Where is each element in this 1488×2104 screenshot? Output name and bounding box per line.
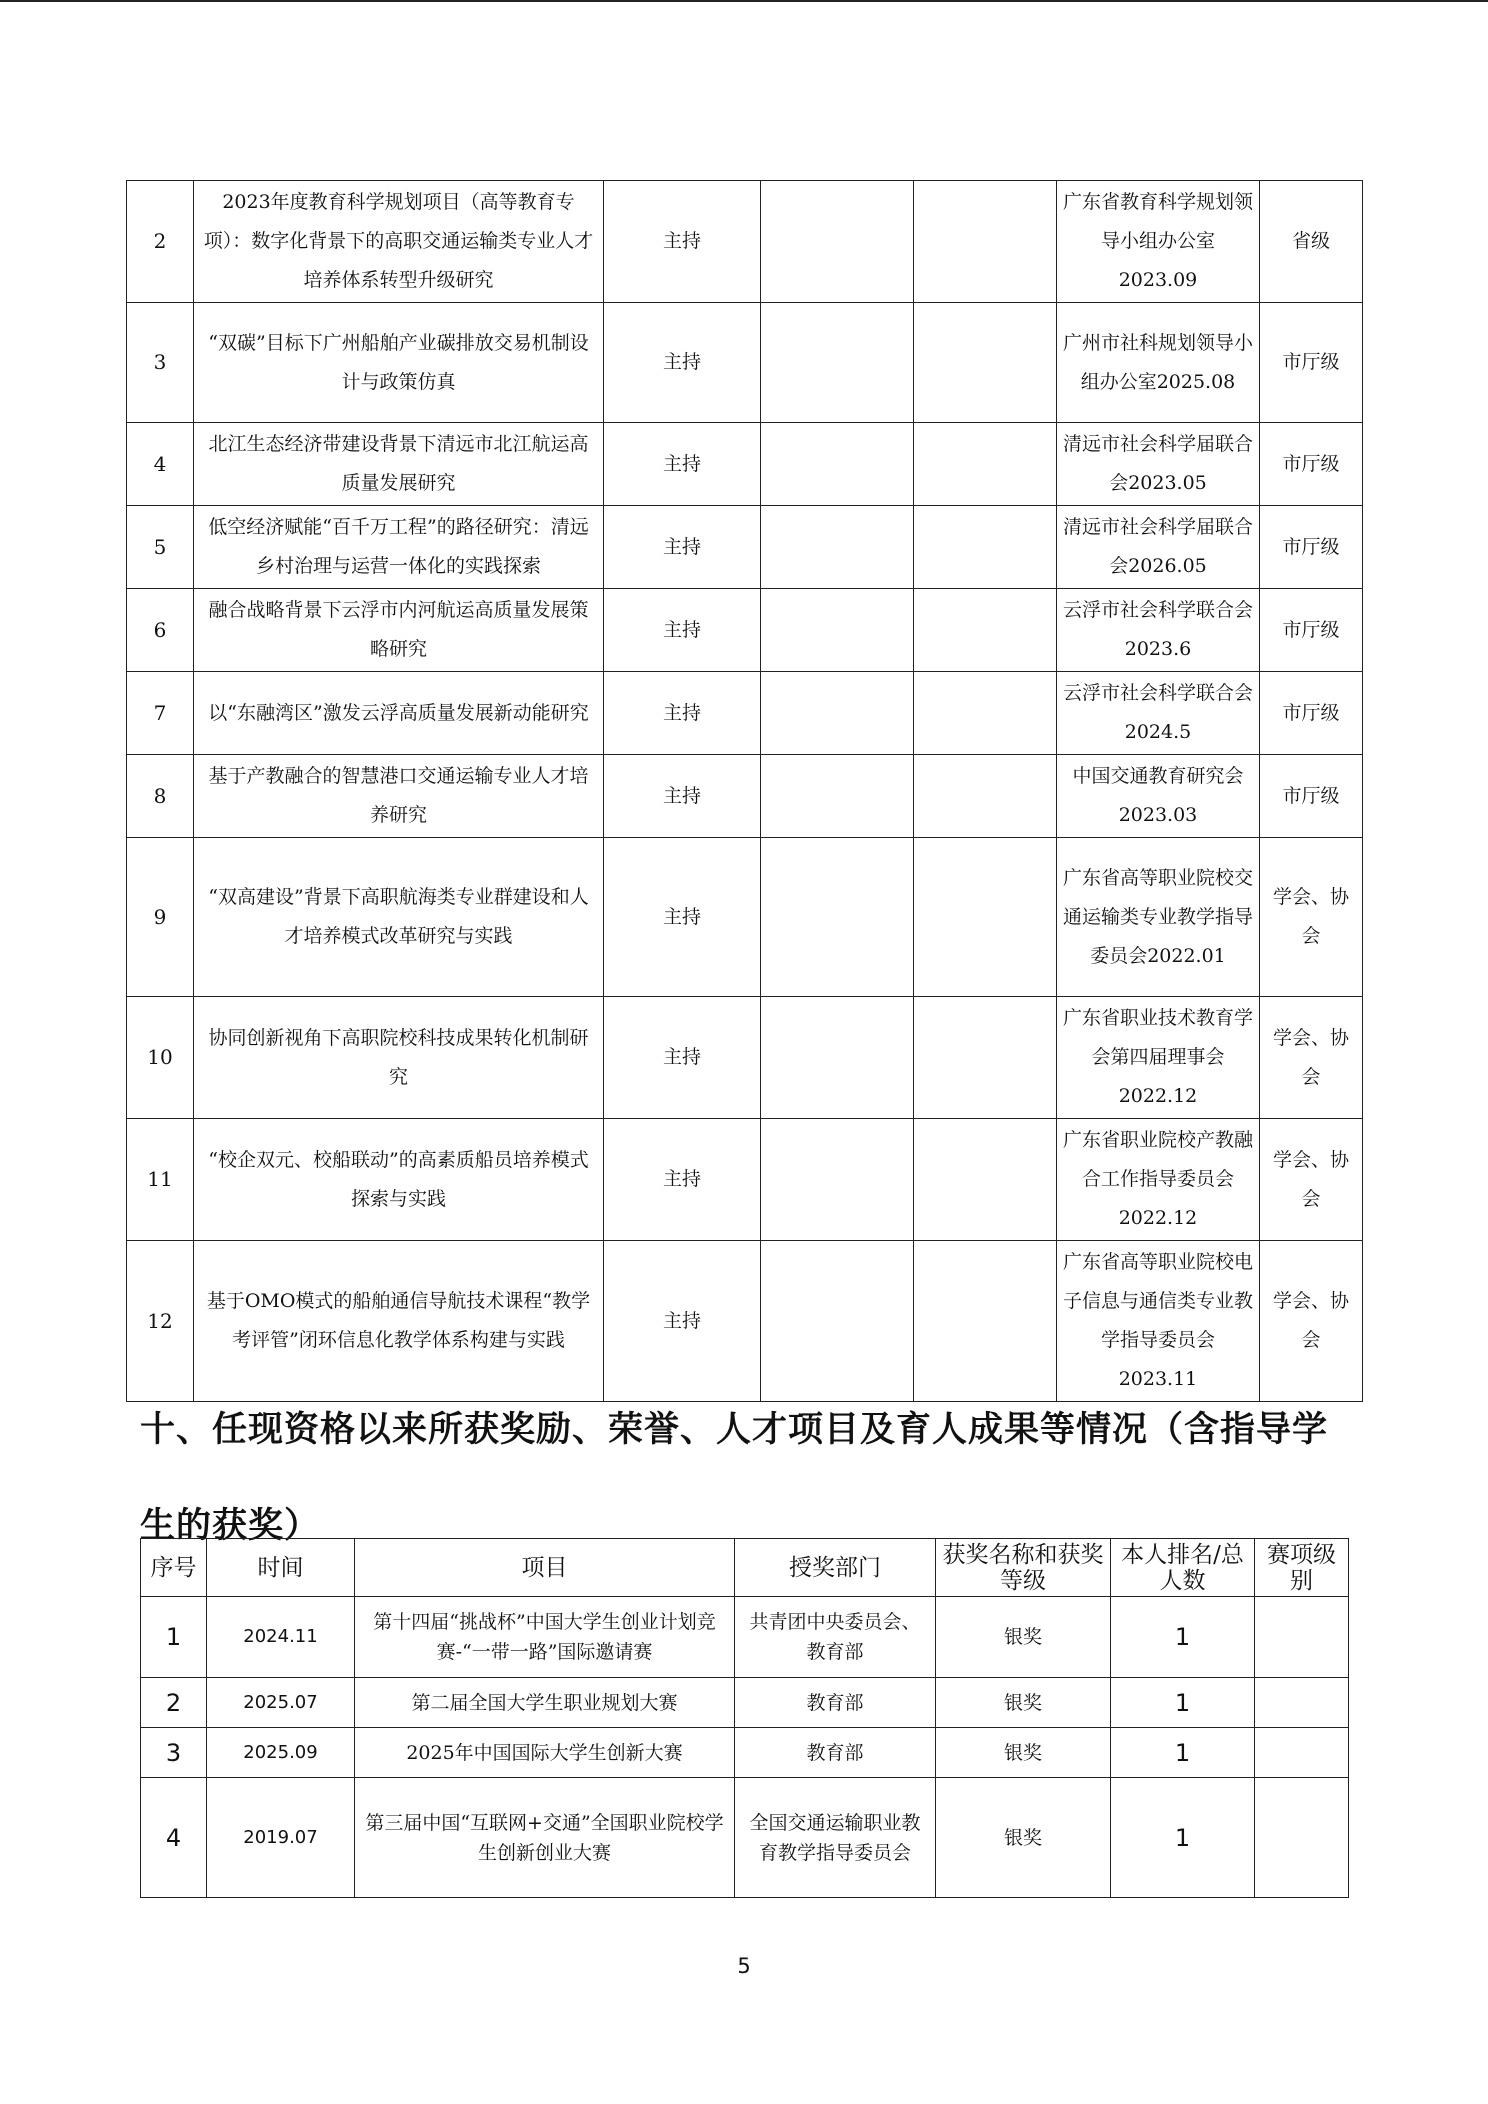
- project-number: 7: [127, 672, 194, 755]
- research-projects-table: [126, 180, 1363, 1402]
- award-project: 第三届中国“互联网+交通”全国职业院校学生创新创业大赛: [355, 1778, 735, 1898]
- project-cell: [761, 423, 914, 506]
- table-row: [127, 1241, 1363, 1402]
- project-number: 8: [127, 755, 194, 838]
- project-cell: [761, 997, 914, 1119]
- project-title: 以“东融湾区”激发云浮高质量发展新动能研究: [194, 672, 604, 755]
- header-dept: 授奖部门: [735, 1539, 936, 1597]
- project-cell: [914, 755, 1057, 838]
- project-number: 3: [127, 303, 194, 423]
- table-row: [127, 672, 1363, 755]
- award-project: 第十四届“挑战杯”中国大学生创业计划竞赛-“一带一路”国际邀请赛: [355, 1597, 735, 1678]
- award-time: 2025.09: [207, 1728, 355, 1778]
- award-idx: 2: [141, 1678, 207, 1728]
- award-rank: 1: [1111, 1778, 1255, 1898]
- project-role: 主持: [604, 997, 761, 1119]
- project-cell: [761, 672, 914, 755]
- table-row: [127, 755, 1363, 838]
- award-level: [1255, 1678, 1349, 1728]
- header-level: 赛项级别: [1255, 1539, 1349, 1597]
- project-number: 10: [127, 997, 194, 1119]
- table-row: [127, 1119, 1363, 1241]
- project-title: “双高建设”背景下高职航海类专业群建设和人才培养模式改革研究与实践: [194, 838, 604, 997]
- project-level: 省级: [1260, 181, 1363, 303]
- project-source: 云浮市社会科学联合会2024.5: [1057, 672, 1260, 755]
- project-cell: [761, 838, 914, 997]
- award-dept: 全国交通运输职业教育教学指导委员会: [735, 1778, 936, 1898]
- project-cell: [914, 672, 1057, 755]
- project-role: 主持: [604, 423, 761, 506]
- table-row: [127, 506, 1363, 589]
- table-row: [127, 423, 1363, 506]
- project-source: 广东省高等职业院校电子信息与通信类专业教学指导委员会 2023.11: [1057, 1241, 1260, 1402]
- project-level: 市厅级: [1260, 755, 1363, 838]
- page-number: 5: [737, 1954, 751, 1978]
- project-role: 主持: [604, 506, 761, 589]
- award-level: [1255, 1778, 1349, 1898]
- project-level: 市厅级: [1260, 589, 1363, 672]
- project-level: 学会、协会: [1260, 1241, 1363, 1402]
- table-row: [127, 303, 1363, 423]
- project-cell: [914, 1241, 1057, 1402]
- award-time: 2024.11: [207, 1597, 355, 1678]
- project-title: 基于产教融合的智慧港口交通运输专业人才培养研究: [194, 755, 604, 838]
- project-cell: [761, 589, 914, 672]
- table-row: [141, 1678, 1349, 1728]
- page-top-border: [0, 0, 1488, 2]
- project-cell: [761, 303, 914, 423]
- project-role: 主持: [604, 1119, 761, 1241]
- header-award: 获奖名称和获奖等级: [936, 1539, 1111, 1597]
- project-level: 市厅级: [1260, 303, 1363, 423]
- project-cell: [914, 1119, 1057, 1241]
- award-level: [1255, 1597, 1349, 1678]
- project-role: 主持: [604, 838, 761, 997]
- table-row: [141, 1597, 1349, 1678]
- award-name: 银奖: [936, 1728, 1111, 1778]
- project-cell: [761, 1119, 914, 1241]
- project-level: 学会、协会: [1260, 838, 1363, 997]
- table-row: [127, 838, 1363, 997]
- project-cell: [761, 755, 914, 838]
- award-idx: 3: [141, 1728, 207, 1778]
- table-row: [127, 589, 1363, 672]
- project-role: 主持: [604, 755, 761, 838]
- awards-table: [140, 1538, 1349, 1898]
- award-project: 2025年中国国际大学生创新大赛: [355, 1728, 735, 1778]
- project-level: 市厅级: [1260, 672, 1363, 755]
- project-cell: [914, 506, 1057, 589]
- header-project: 项目: [355, 1539, 735, 1597]
- project-number: 2: [127, 181, 194, 303]
- header-rank: 本人排名/总人数: [1111, 1539, 1255, 1597]
- project-title: 融合战略背景下云浮市内河航运高质量发展策略研究: [194, 589, 604, 672]
- project-number: 4: [127, 423, 194, 506]
- project-title: 协同创新视角下高职院校科技成果转化机制研究: [194, 997, 604, 1119]
- project-cell: [914, 181, 1057, 303]
- project-title: 基于OMO模式的船舶通信导航技术课程“教学考评管”闭环信息化教学体系构建与实践: [194, 1241, 604, 1402]
- project-source: 广东省职业院校产教融合工作指导委员会2022.12: [1057, 1119, 1260, 1241]
- project-source: 广东省高等职业院校交通运输类专业教学指导委员会2022.01: [1057, 838, 1260, 997]
- project-role: 主持: [604, 1241, 761, 1402]
- project-number: 5: [127, 506, 194, 589]
- table-row: [141, 1778, 1349, 1898]
- header-idx: 序号: [141, 1539, 207, 1597]
- award-idx: 4: [141, 1778, 207, 1898]
- project-source: 广州市社科规划领导小组办公室2025.08: [1057, 303, 1260, 423]
- project-role: 主持: [604, 589, 761, 672]
- award-time: 2025.07: [207, 1678, 355, 1728]
- award-dept: 教育部: [735, 1728, 936, 1778]
- project-title: “校企双元、校船联动”的高素质船员培养模式探索与实践: [194, 1119, 604, 1241]
- project-cell: [914, 303, 1057, 423]
- award-rank: 1: [1111, 1728, 1255, 1778]
- table-row: [127, 997, 1363, 1119]
- award-name: 银奖: [936, 1678, 1111, 1728]
- project-title: 2023年度教育科学规划项目（高等教育专项）：数字化背景下的高职交通运输类专业人才培养体系转型升级研究: [194, 181, 604, 303]
- project-level: 学会、协会: [1260, 997, 1363, 1119]
- project-level: 市厅级: [1260, 506, 1363, 589]
- table-row: [141, 1728, 1349, 1778]
- project-role: 主持: [604, 303, 761, 423]
- award-idx: 1: [141, 1597, 207, 1678]
- project-cell: [761, 1241, 914, 1402]
- project-level: 学会、协会: [1260, 1119, 1363, 1241]
- award-time: 2019.07: [207, 1778, 355, 1898]
- section-heading: 十、任现资格以来所获奖励、荣誉、人才项目及育人成果等情况（含指导学生的获奖）: [140, 1409, 1329, 1546]
- project-number: 11: [127, 1119, 194, 1241]
- project-cell: [914, 997, 1057, 1119]
- award-rank: 1: [1111, 1678, 1255, 1728]
- project-source: 清远市社会科学届联合会2023.05: [1057, 423, 1260, 506]
- table-row: [127, 181, 1363, 303]
- award-project: 第二届全国大学生职业规划大赛: [355, 1678, 735, 1728]
- project-level: 市厅级: [1260, 423, 1363, 506]
- project-cell: [761, 506, 914, 589]
- project-source: 中国交通教育研究会2023.03: [1057, 755, 1260, 838]
- award-dept: 共青团中央委员会、教育部: [735, 1597, 936, 1678]
- project-cell: [761, 181, 914, 303]
- project-cell: [914, 589, 1057, 672]
- award-name: 银奖: [936, 1597, 1111, 1678]
- project-source: 广东省教育科学规划领导小组办公室2023.09: [1057, 181, 1260, 303]
- award-dept: 教育部: [735, 1678, 936, 1728]
- project-source: 广东省职业技术教育学会第四届理事会2022.12: [1057, 997, 1260, 1119]
- award-name: 银奖: [936, 1778, 1111, 1898]
- award-level: [1255, 1728, 1349, 1778]
- project-title: 低空经济赋能“百千万工程”的路径研究：清远乡村治理与运营一体化的实践探索: [194, 506, 604, 589]
- header-time: 时间: [207, 1539, 355, 1597]
- award-rank: 1: [1111, 1597, 1255, 1678]
- project-role: 主持: [604, 181, 761, 303]
- project-title: “双碳”目标下广州船舶产业碳排放交易机制设计与政策仿真: [194, 303, 604, 423]
- project-title: 北江生态经济带建设背景下清远市北江航运高质量发展研究: [194, 423, 604, 506]
- project-number: 6: [127, 589, 194, 672]
- project-role: 主持: [604, 672, 761, 755]
- project-number: 9: [127, 838, 194, 997]
- table-header-row: [141, 1539, 1349, 1597]
- project-number: 12: [127, 1241, 194, 1402]
- project-cell: [914, 838, 1057, 997]
- project-source: 云浮市社会科学联合会2023.6: [1057, 589, 1260, 672]
- project-cell: [914, 423, 1057, 506]
- project-source: 清远市社会科学届联合会2026.05: [1057, 506, 1260, 589]
